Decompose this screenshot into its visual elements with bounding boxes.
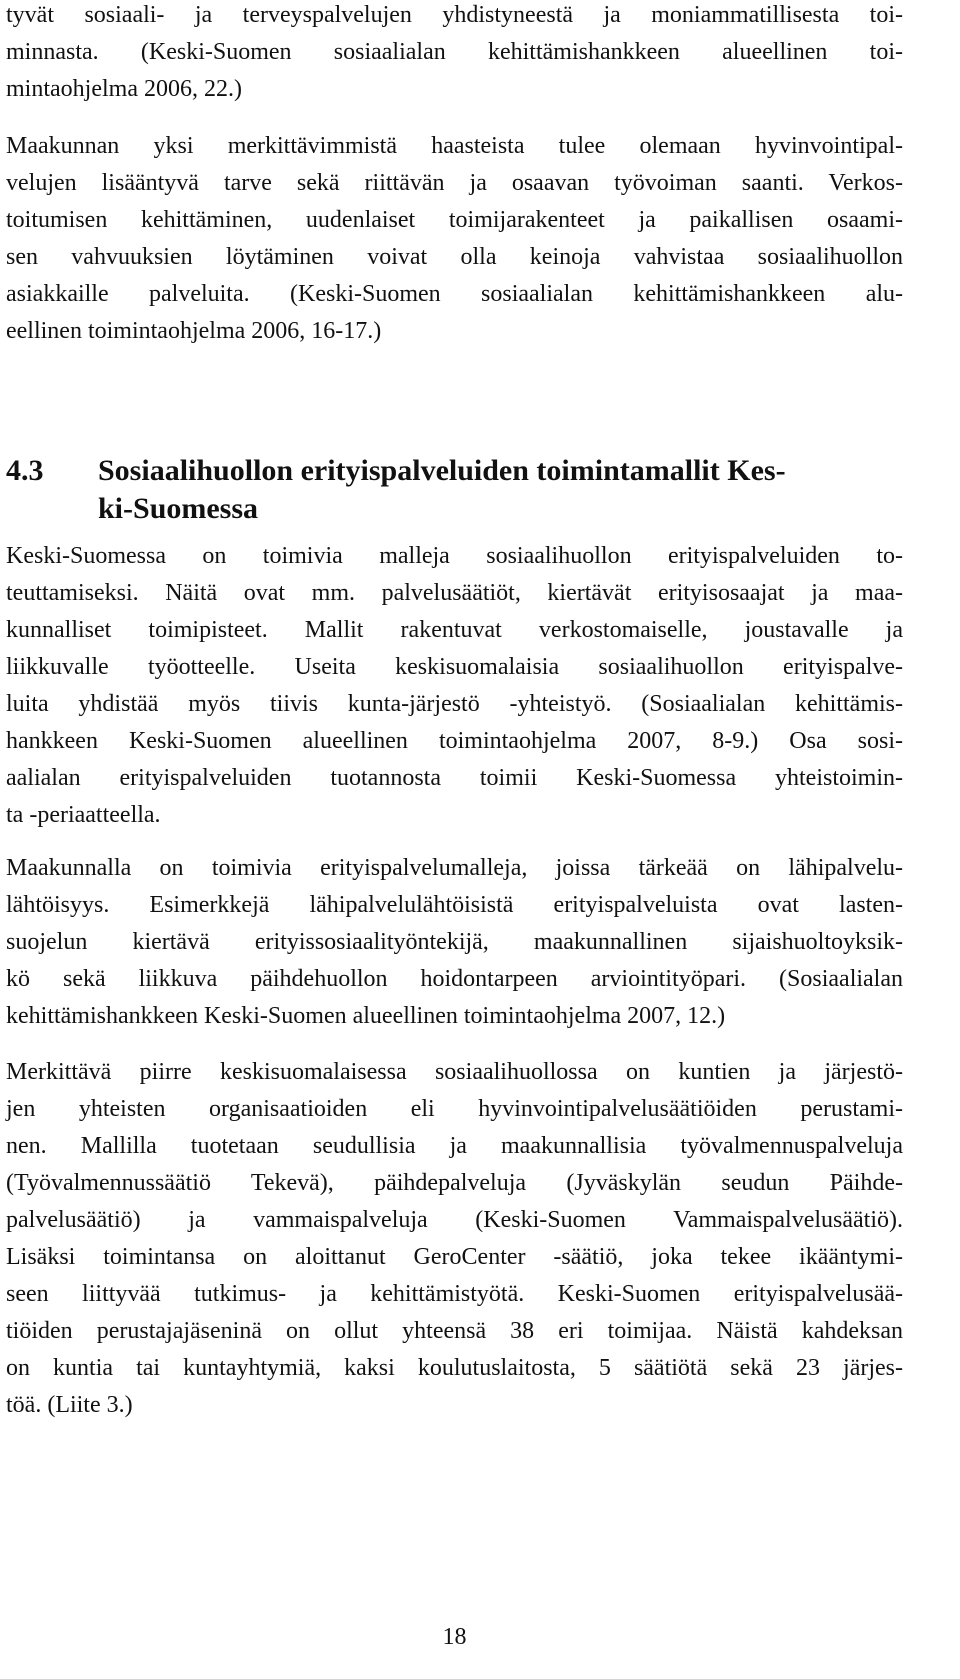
text-line: liikkuvalle työotteelle. Useita keskisuomalaisia sosiaalihuollon erityispalve- [6, 654, 903, 680]
paragraph-toimintamallit [6, 538, 903, 834]
page-number: 18 [442, 1624, 467, 1650]
text-line: on kuntia tai kuntayhtymiä, kaksi koulutuslaitosta, 5 säätiötä sekä 23 järjes- [6, 1355, 903, 1381]
text-line: tyvät sosiaali- ja terveyspalvelujen yhdistyneestä ja moniammatillisesta toi- [6, 2, 903, 28]
text-line: minnasta. (Keski-Suomen sosiaalialan kehittämishankkeen alueellinen toi- [6, 39, 903, 65]
text-line: hankkeen Keski-Suomen alueellinen toimintaohjelma 2007, 8-9.) Osa sosi- [6, 728, 903, 754]
text-line: töä. (Liite 3.) [6, 1392, 133, 1418]
section-number: 4.3 [6, 454, 44, 487]
text-line: Merkittävä piirre keskisuomalaisessa sosiaalihuollossa on kuntien ja järjestö- [6, 1059, 903, 1085]
text-line: mintaohjelma 2006, 22.) [6, 76, 242, 102]
section-title-line: Sosiaalihuollon erityispalveluiden toimintamallit Kes- [98, 454, 786, 487]
text-line: aalialan erityispalveluiden tuotannosta toimii Keski-Suomessa yhteistoimin- [6, 765, 903, 791]
text-line: (Työvalmennussäätiö Tekevä), päihdepalveluja (Jyväskylän seudun Päihde- [6, 1170, 903, 1196]
text-line: kehittämishankkeen Keski-Suomen alueellinen toimintaohjelma 2007, 12.) [6, 1003, 726, 1029]
text-line: suojelun kiertävä erityissosiaalityöntekijä, maakunnallinen sijaishuoltoyksik- [6, 929, 903, 955]
text-line: teuttamiseksi. Näitä ovat mm. palvelusäätiöt, kiertävät erityisosaajat ja maa- [6, 580, 903, 606]
text-line: Maakunnalla on toimivia erityispalvelumalleja, joissa tärkeää on lähipalvelu- [6, 855, 903, 881]
text-line: luita yhdistää myös tiivis kunta-järjestö -yhteistyö. (Sosiaalialan kehittämis- [6, 691, 903, 717]
text-line: seen liittyvää tutkimus- ja kehittämistyötä. Keski-Suomen erityispalvelusää- [6, 1281, 903, 1307]
text-line: ta -periaatteella. [6, 802, 161, 828]
text-line: Keski-Suomessa on toimivia malleja sosiaalihuollon erityispalveluiden to- [6, 543, 903, 569]
text-line: jen yhteisten organisaatioiden eli hyvinvointipalvelusäätiöiden perustami- [6, 1096, 903, 1122]
text-line: palvelusäätiö) ja vammaispalveluja (Keski-Suomen Vammaispalvelusäätiö). [6, 1207, 903, 1233]
text-line: Lisäksi toimintansa on aloittanut GeroCenter -säätiö, joka tekee ikääntymi- [6, 1244, 903, 1270]
text-line: velujen lisääntyvä tarve sekä riittävän ja osaavan työvoiman saanti. Verkos- [6, 170, 903, 196]
text-line: eellinen toimintaohjelma 2006, 16-17.) [6, 318, 382, 344]
text-line: Maakunnan yksi merkittävimmistä haasteista tulee olemaan hyvinvointipal- [6, 133, 903, 159]
paragraph-saatiot [6, 1054, 903, 1424]
text-line: tiöiden perustajajäseninä on ollut yhteensä 38 eri toimijaa. Näistä kahdeksan [6, 1318, 903, 1344]
text-line: kunnalliset toimipisteet. Mallit rakentuvat verkostomaiselle, joustavalle ja [6, 617, 903, 643]
section-title [98, 452, 898, 528]
text-line: lähtöisyys. Esimerkkejä lähipalvelulähtöisistä erityispalveluista ovat lasten- [6, 892, 903, 918]
text-line: kö sekä liikkuva päihdehuollon hoidontarpeen arviointityöpari. (Sosiaalialan [6, 966, 903, 992]
text-line: toitumisen kehittäminen, uudenlaiset toimijarakenteet ja paikallisen osaami- [6, 207, 903, 233]
text-line: asiakkaille palveluita. (Keski-Suomen sosiaalialan kehittämishankkeen alu- [6, 281, 903, 307]
section-title-line: ki-Suomessa [98, 492, 259, 525]
text-line: sen vahvuuksien löytäminen voivat olla keinoja vahvistaa sosiaalihuollon [6, 244, 903, 270]
paragraph-maakunnan-haasteet [6, 128, 903, 350]
text-line: nen. Mallilla tuotetaan seudullisia ja maakunnallisia työvalmennuspalveluja [6, 1133, 903, 1159]
paragraph-continued [6, 0, 903, 108]
paragraph-lahipalvelut [6, 850, 903, 1035]
